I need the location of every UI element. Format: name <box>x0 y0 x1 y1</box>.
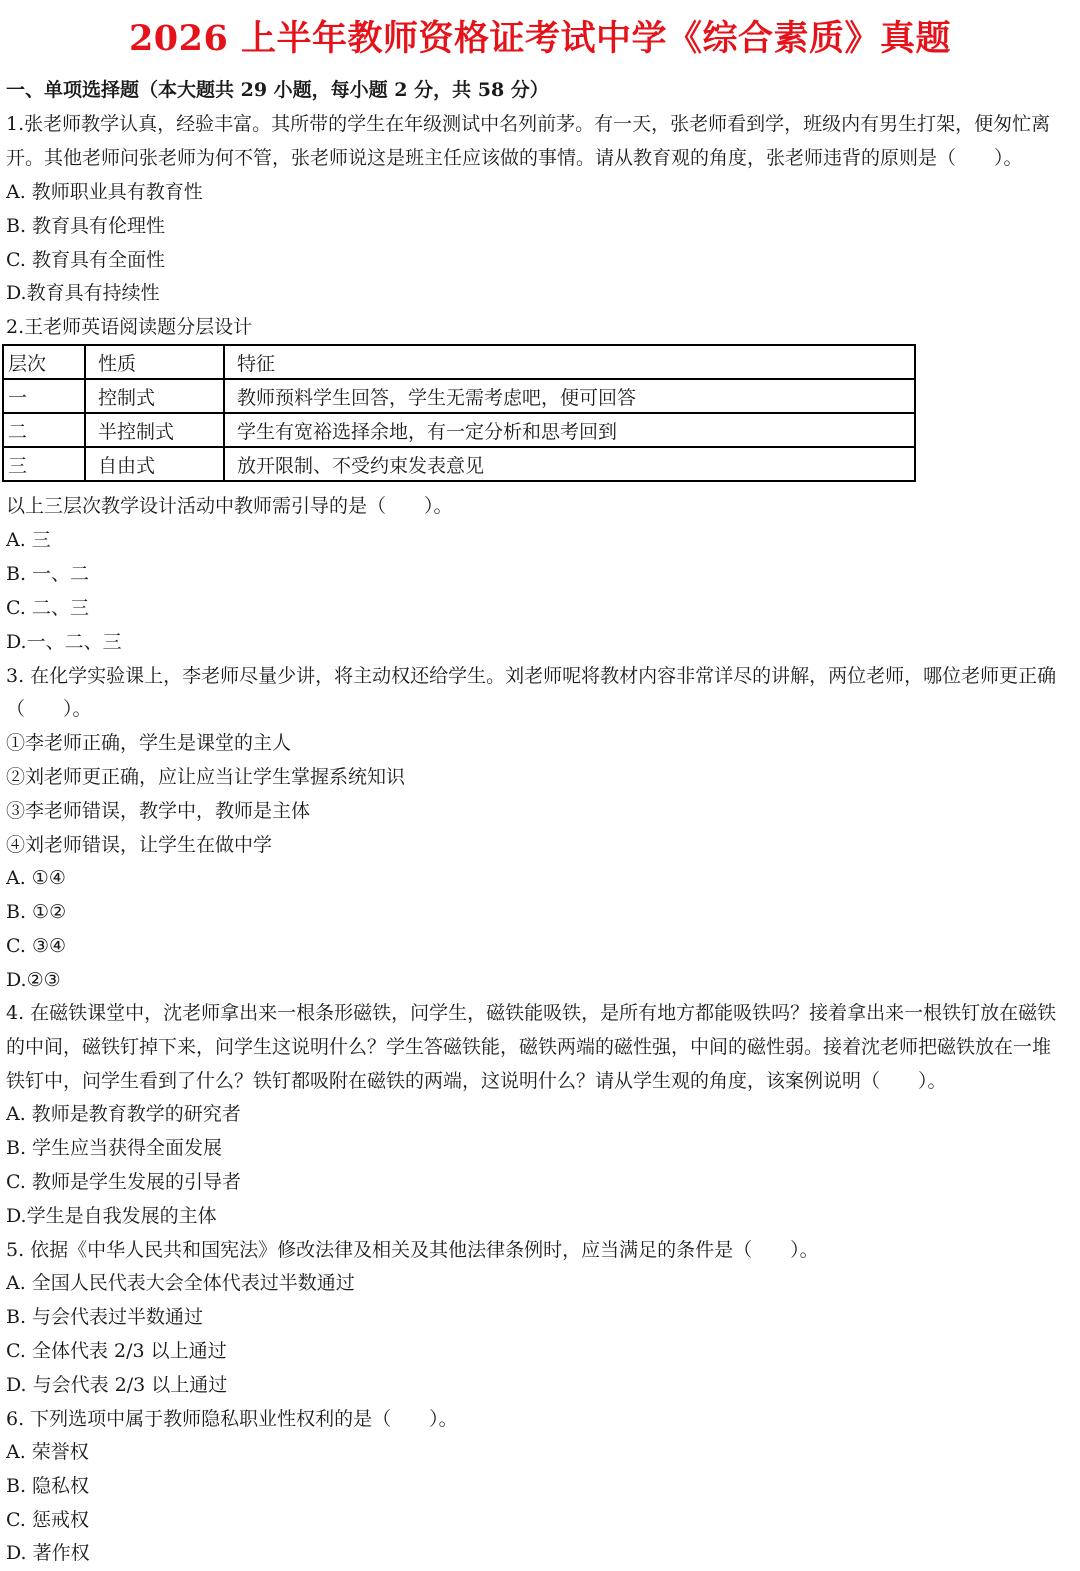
question-4-stem-line3: 铁钉中，问学生看到了什么？铁钉都吸附在磁铁的两端，这说明什么？请从学生观的角度，该案例说明（ ）。 <box>6 1070 947 1092</box>
table-cell: 二 <box>3 413 85 447</box>
question-5-option-a: A. 全国人民代表大会全体代表过半数通过 <box>6 1272 355 1294</box>
question-2-option-c: C. 二、三 <box>6 597 89 619</box>
document-title: 2026 上半年教师资格证考试中学《综合素质》真题 <box>128 18 952 59</box>
question-3-option-a: A. ①④ <box>6 867 66 889</box>
question-5-option-b: B. 与会代表过半数通过 <box>6 1306 204 1328</box>
level-design-table <box>2 344 916 482</box>
question-1-option-c: C. 教育具有全面性 <box>6 249 165 271</box>
question-1-stem-line1: 1.张老师教学认真，经验丰富。其所带的学生在年级测试中名列前茅。有一天，张老师看到学，班级内有男生打架，便匆忙离 <box>6 113 1051 135</box>
question-2-option-b: B. 一、二 <box>6 563 90 585</box>
question-3-option-d: D.②③ <box>6 969 61 991</box>
question-2-option-d: D.一、二、三 <box>6 631 122 653</box>
question-4-stem-line1: 4. 在磁铁课堂中，沈老师拿出来一根条形磁铁，问学生，磁铁能吸铁，是所有地方都能吸铁吗？接着拿出来一根铁钉放在磁铁 <box>6 1002 1057 1024</box>
question-4-option-d: D.学生是自我发展的主体 <box>6 1205 217 1227</box>
question-3-stem-line1: 3. 在化学实验课上，李老师尽量少讲，将主动权还给学生。刘老师呢将教材内容非常详尽的讲解，两位老师，哪位老师更正确 <box>6 665 1057 687</box>
question-6-option-a: A. 荣誉权 <box>6 1441 89 1463</box>
question-2-stem: 2.王老师英语阅读题分层设计 <box>6 316 253 338</box>
question-5-option-c: C. 全体代表 2/3 以上通过 <box>6 1340 227 1362</box>
question-3-statement-3: ③李老师错误，教学中，教师是主体 <box>6 800 311 822</box>
table-cell: 教师预料学生回答，学生无需考虑吧，便可回答 <box>224 379 915 413</box>
section-heading: 一、单项选择题（本大题共 29 小题，每小题 2 分，共 58 分） <box>6 79 549 101</box>
table-row <box>3 447 915 481</box>
question-4-stem-line2: 的中间，磁铁钉掉下来，问学生这说明什么？学生答磁铁能，磁铁两端的磁性强，中间的磁性弱。接着沈老师把磁铁放在一堆 <box>6 1036 1052 1058</box>
question-3-option-c: C. ③④ <box>6 935 67 957</box>
table-cell: 半控制式 <box>85 413 224 447</box>
question-3-statement-4: ④刘老师错误，让学生在做中学 <box>6 834 273 856</box>
question-6-stem: 6. 下列选项中属于教师隐私职业性权利的是（ ）。 <box>6 1408 458 1430</box>
question-4-option-c: C. 教师是学生发展的引导者 <box>6 1171 241 1193</box>
table-row <box>3 379 915 413</box>
table-cell: 三 <box>3 447 85 481</box>
table-header-cell: 特征 <box>224 345 915 379</box>
question-4-option-a: A. 教师是教育教学的研究者 <box>6 1103 241 1125</box>
question-6-option-c: C. 惩戒权 <box>6 1509 89 1531</box>
question-1-option-d: D.教育具有持续性 <box>6 282 160 304</box>
question-1-option-b: B. 教育具有伦理性 <box>6 215 166 237</box>
table-cell: 学生有宽裕选择余地，有一定分析和思考回到 <box>224 413 915 447</box>
table-header-row <box>3 345 915 379</box>
table-cell: 控制式 <box>85 379 224 413</box>
question-3-option-b: B. ①② <box>6 901 67 923</box>
table-cell: 自由式 <box>85 447 224 481</box>
question-4-option-b: B. 学生应当获得全面发展 <box>6 1137 223 1159</box>
question-3-stem-line2: （ ）。 <box>6 698 92 720</box>
question-3-statement-1: ①李老师正确，学生是课堂的主人 <box>6 732 292 754</box>
question-1-option-a: A. 教师职业具有教育性 <box>6 181 203 203</box>
question-3-statement-2: ②刘老师更正确，应让应当让学生掌握系统知识 <box>6 766 406 788</box>
table-cell: 放开限制、不受约束发表意见 <box>224 447 915 481</box>
question-6-option-b: B. 隐私权 <box>6 1475 90 1497</box>
table-header-cell: 层次 <box>3 345 85 379</box>
question-6-option-d: D. 著作权 <box>6 1542 90 1564</box>
table-header-cell: 性质 <box>85 345 224 379</box>
question-2-question: 以上三层次教学设计活动中教师需引导的是（ ）。 <box>6 495 453 517</box>
question-5-option-d: D. 与会代表 2/3 以上通过 <box>6 1374 228 1396</box>
question-1-stem-line2: 开。其他老师问张老师为何不管，张老师说这是班主任应该做的事情。请从教育观的角度，张老师违背的原则是（ ）。 <box>6 147 1023 169</box>
question-5-stem: 5. 依据《中华人民共和国宪法》修改法律及相关及其他法律条例时，应当满足的条件是（ ）。 <box>6 1239 819 1261</box>
table-cell: 一 <box>3 379 85 413</box>
table-row <box>3 413 915 447</box>
question-2-option-a: A. 三 <box>6 529 51 551</box>
